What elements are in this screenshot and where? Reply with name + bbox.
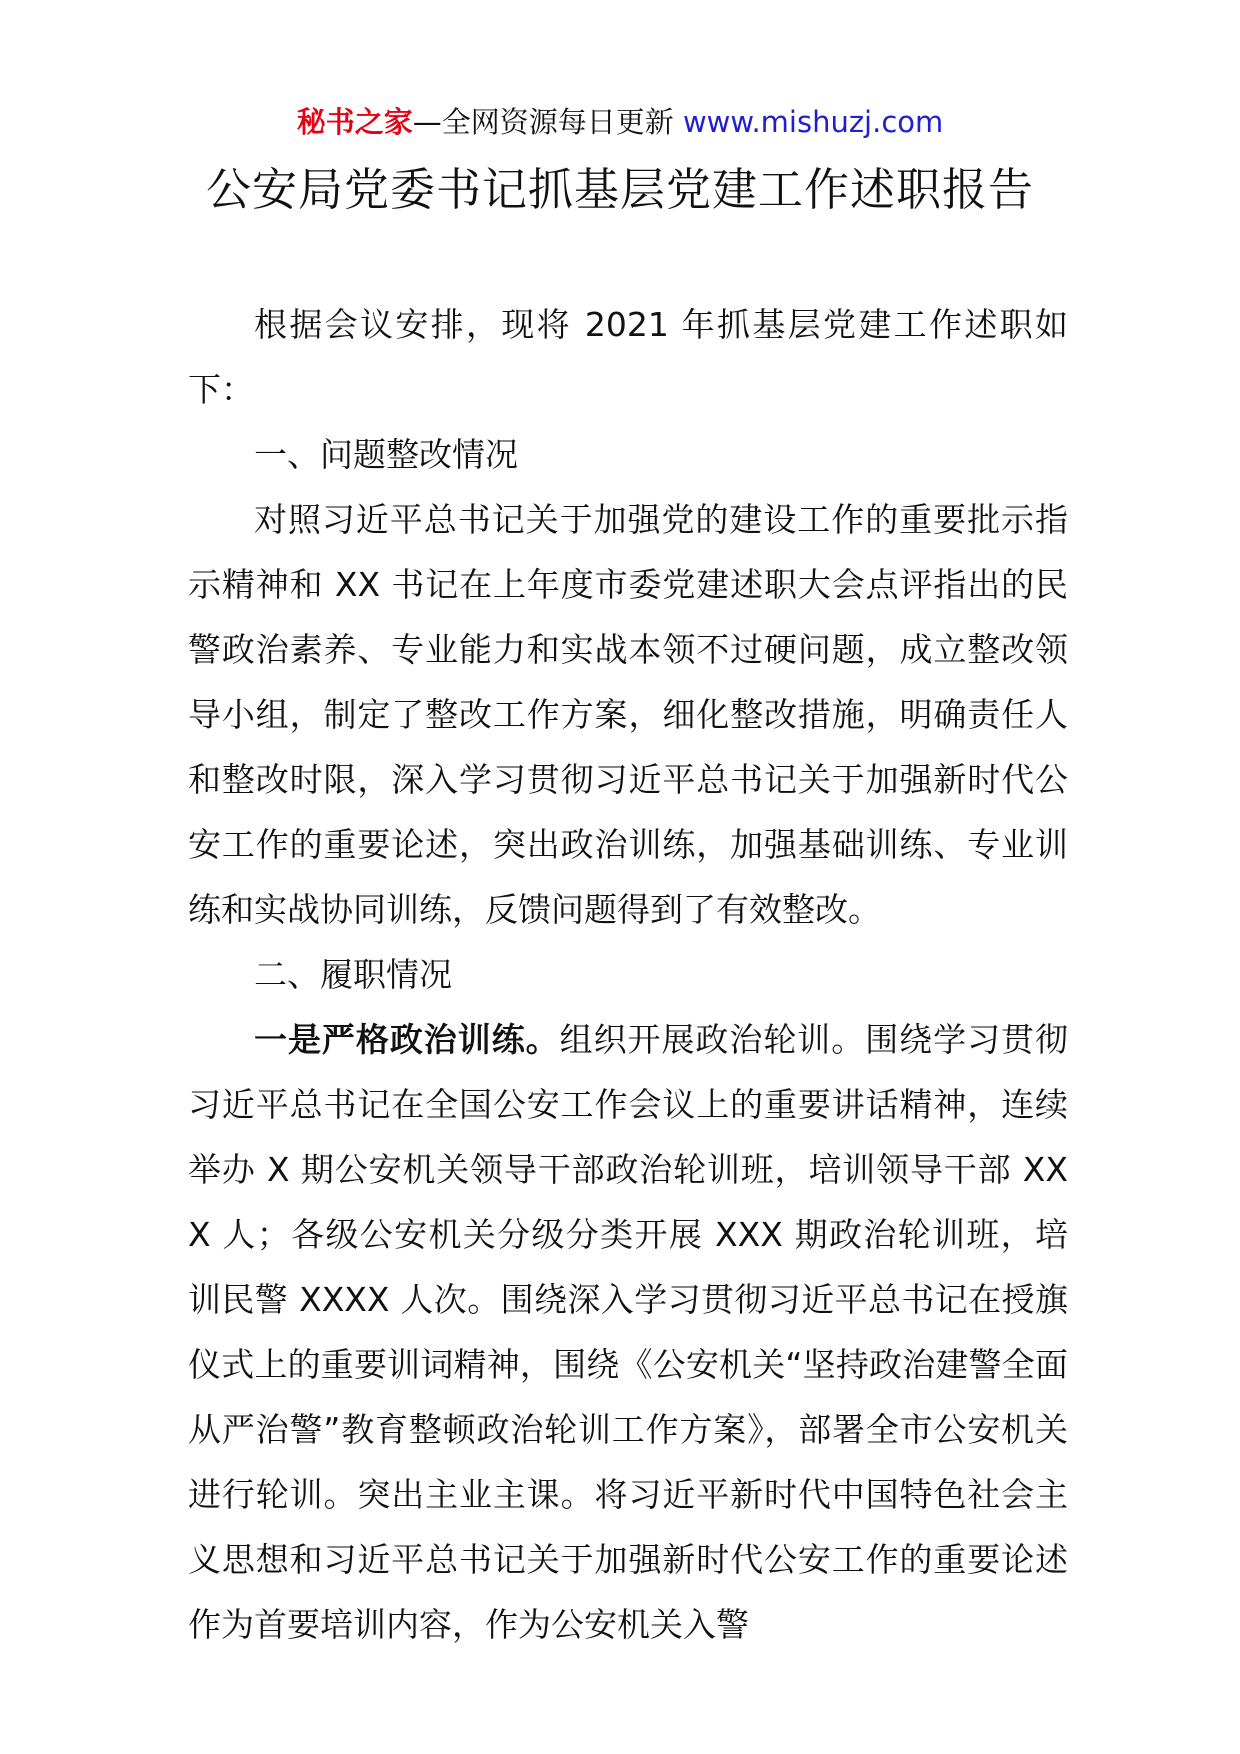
brand-name: 秘书之家 — [296, 105, 413, 139]
document-body — [188, 292, 1068, 1657]
brand-slogan: —全网资源每日更新 — [412, 105, 674, 139]
paragraph-lead-bold: 一是严格政治训练。 — [254, 1020, 560, 1059]
paragraph-rectification: 对照习近平总书记关于加强党的建设工作的重要批示指示精神和 XX 书记在上年度市委党建述职大会点评指出的民警政治素养、专业能力和实战本领不过硬问题，成立整改领导小组，制定了整改工作方案，细化整改措施，明确责任人和整改时限，深入学习贯彻习近平总书记关于加强新时代公安工作的重要论述，突出政治训练，加强基础训练、专业训练和实战协同训练，反馈问题得到了有效整改。 — [188, 500, 1068, 929]
section-heading-2: 二、履职情况 — [254, 955, 452, 994]
site-url-link[interactable]: www.mishuzj.com — [682, 105, 944, 139]
section-heading-1: 一、问题整改情况 — [254, 435, 518, 474]
document-title: 公安局党委书记抓基层党建工作述职报告 — [205, 163, 1034, 216]
intro-paragraph: 根据会议安排，现将 2021 年抓基层党建工作述职如下： — [188, 305, 1068, 409]
site-header — [0, 100, 1240, 144]
paragraph-political-training-text: 组织开展政治轮训。围绕学习贯彻习近平总书记在全国公安工作会议上的重要讲话精神，连续举办 X 期公安机关领导干部政治轮训班，培训领导干部 XXX 人；各级公安机关分级分类开展 XXX 期政治轮训班，培训民警 XXXX 人次。围绕深入学习贯彻习近平总书记在授旗仪式上的重要训词精神，围绕《公安机关“坚持政治建警全面从严治警”教育整顿政治轮训工作方案》，部署全市公安机关进行轮训。突出主业主课。将习近平新时代中国特色社会主义思想和习近平总书记关于加强新时代公安工作的重要论述作为首要培训内容，作为公安机关入警 — [188, 1020, 1069, 1644]
paragraph-political-training — [188, 1007, 1068, 1657]
